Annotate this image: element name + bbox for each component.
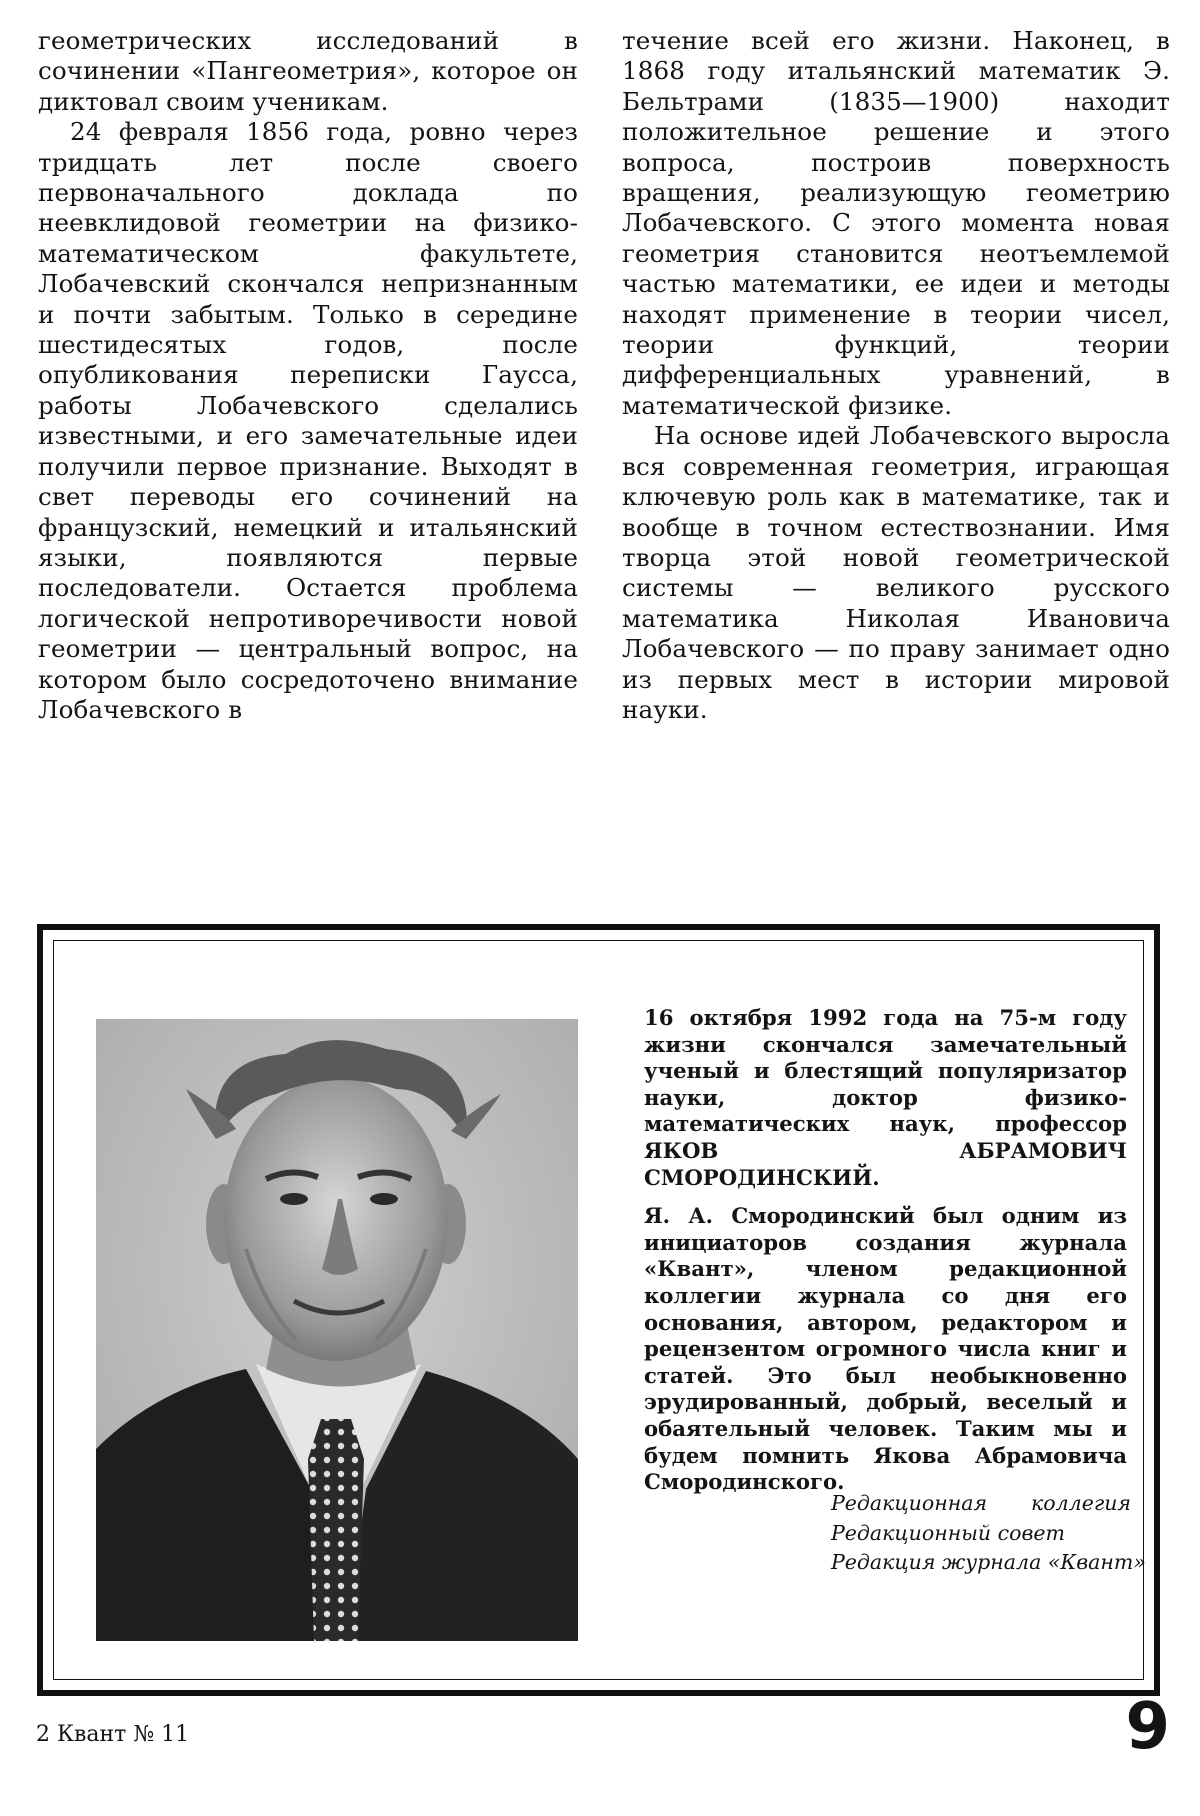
article-right-column	[622, 26, 1170, 725]
signature-line: Редакционный совет	[831, 1520, 1065, 1545]
issue-label: 2 Квант № 11	[36, 1722, 190, 1747]
page-number: 9	[1125, 1690, 1170, 1764]
memorial-announcement: 16 октября 1992 года на 75-м году жизни скончался замечательный ученый и блестящий популяризатор науки, доктор физико-математических наук, профессор ЯКОВ АБРАМОВИЧ СМОРОДИНСКИЙ.	[644, 1005, 1127, 1190]
memorial-frame	[37, 924, 1160, 1696]
article-paragraph: На основе идей Лобачевского выросла вся современная геометрия, играющая ключевую роль как в математике, так и вообще в точном естествознании. Имя творца этой новой геометрической системы — великого русского математика Николая Ивановича Лобачевского — по праву занимает одно из первых мест в истории мировой науки.	[622, 421, 1170, 724]
memorial-text	[644, 1005, 1127, 1496]
signature-line: Редакционная коллегия	[831, 1491, 1131, 1515]
memorial-tribute: Я. А. Смородинский был одним из инициаторов создания журнала «Квант», членом редакционной коллегии журнала со дня его основания, автором, редактором и рецензентом огромного числа книг и статей. Это был необыкновенно эрудированный, добрый, веселый и обаятельный человек. Таким мы и будем помнить Якова Абрамовича Смородинского.	[644, 1203, 1127, 1495]
article-paragraph: геометрических исследований в сочинении «Пангеометрия», которое он диктовал своим ученикам.	[38, 26, 578, 116]
memorial-inner-border	[53, 940, 1144, 1680]
article-left-column	[38, 26, 578, 725]
portrait-photo	[96, 1019, 578, 1641]
portrait-illustration	[96, 1019, 578, 1641]
signature-line: Редакция журнала «Квант»	[831, 1550, 1146, 1575]
article-paragraph: течение всей его жизни. Наконец, в 1868 году итальянский математик Э. Бельтрами (1835—1900) находит положительное решение и этого вопроса, построив поверхность вращения, реализующую геометрию Лобачевского. С этого момента новая геометрия становится неотъемлемой частью математики, ее идеи и методы находят применение в теории чисел, теории функций, теории дифференциальных уравнений, в математической физике.	[622, 26, 1170, 420]
article-paragraph: 24 февраля 1856 года, ровно через тридцать лет после своего первоначального доклада по неевклидовой геометрии на физико-математическом факультете, Лобачевский скончался непризнанным и почти забытым. Только в середине шестидесятых годов, после опубликования переписки Гаусса, работы Лобачевского сделались известными, и его замечательные идеи получили первое признание. Выходят в свет переводы его сочинений на французский, немецкий и итальянский языки, появляются первые последователи. Остается проблема логической непротиворечивости новой геометрии — центральный вопрос, на котором было сосредоточено внимание Лобачевского в	[38, 117, 578, 724]
memorial-signatures	[831, 1489, 1146, 1578]
